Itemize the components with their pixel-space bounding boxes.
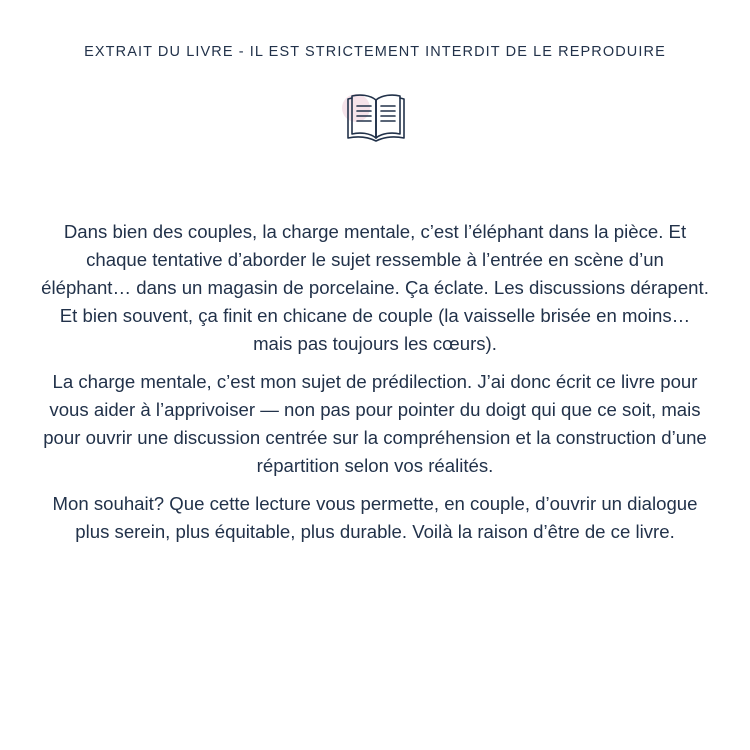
paragraph-2: La charge mentale, c’est mon sujet de prédilection. J’ai donc écrit ce livre pour vous aider à l’apprivoiser — non pas pour pointer du doigt qui que ce soit, mais pour ouvrir une discussion centrée sur la compréhension et la construction d’une répartition selon vos réalités. [43,371,707,476]
paragraph-3: Mon souhait? Que cette lecture vous permette, en couple, d’ouvrir un dialogue plus serein, plus équitable, plus durable. Voilà la raison d’être de ce livre. [52,493,698,542]
open-book-icon [340,84,412,146]
paragraph-1: Dans bien des couples, la charge mentale, c’est l’éléphant dans la pièce. Et chaque tentative d’aborder le sujet ressemble à l’entrée en scène d’un éléphant… dans un magasin de porcelaine. Ça éclate. Les discussions dérapent. Et bien souvent, ça finit en chicane de couple (la vaisselle brisée en moins… mais pas toujours les cœurs). [41,221,709,354]
excerpt-body [40,218,710,556]
page-header: EXTRAIT DU LIVRE - IL EST STRICTEMENT INTERDIT DE LE REPRODUIRE [84,44,666,60]
